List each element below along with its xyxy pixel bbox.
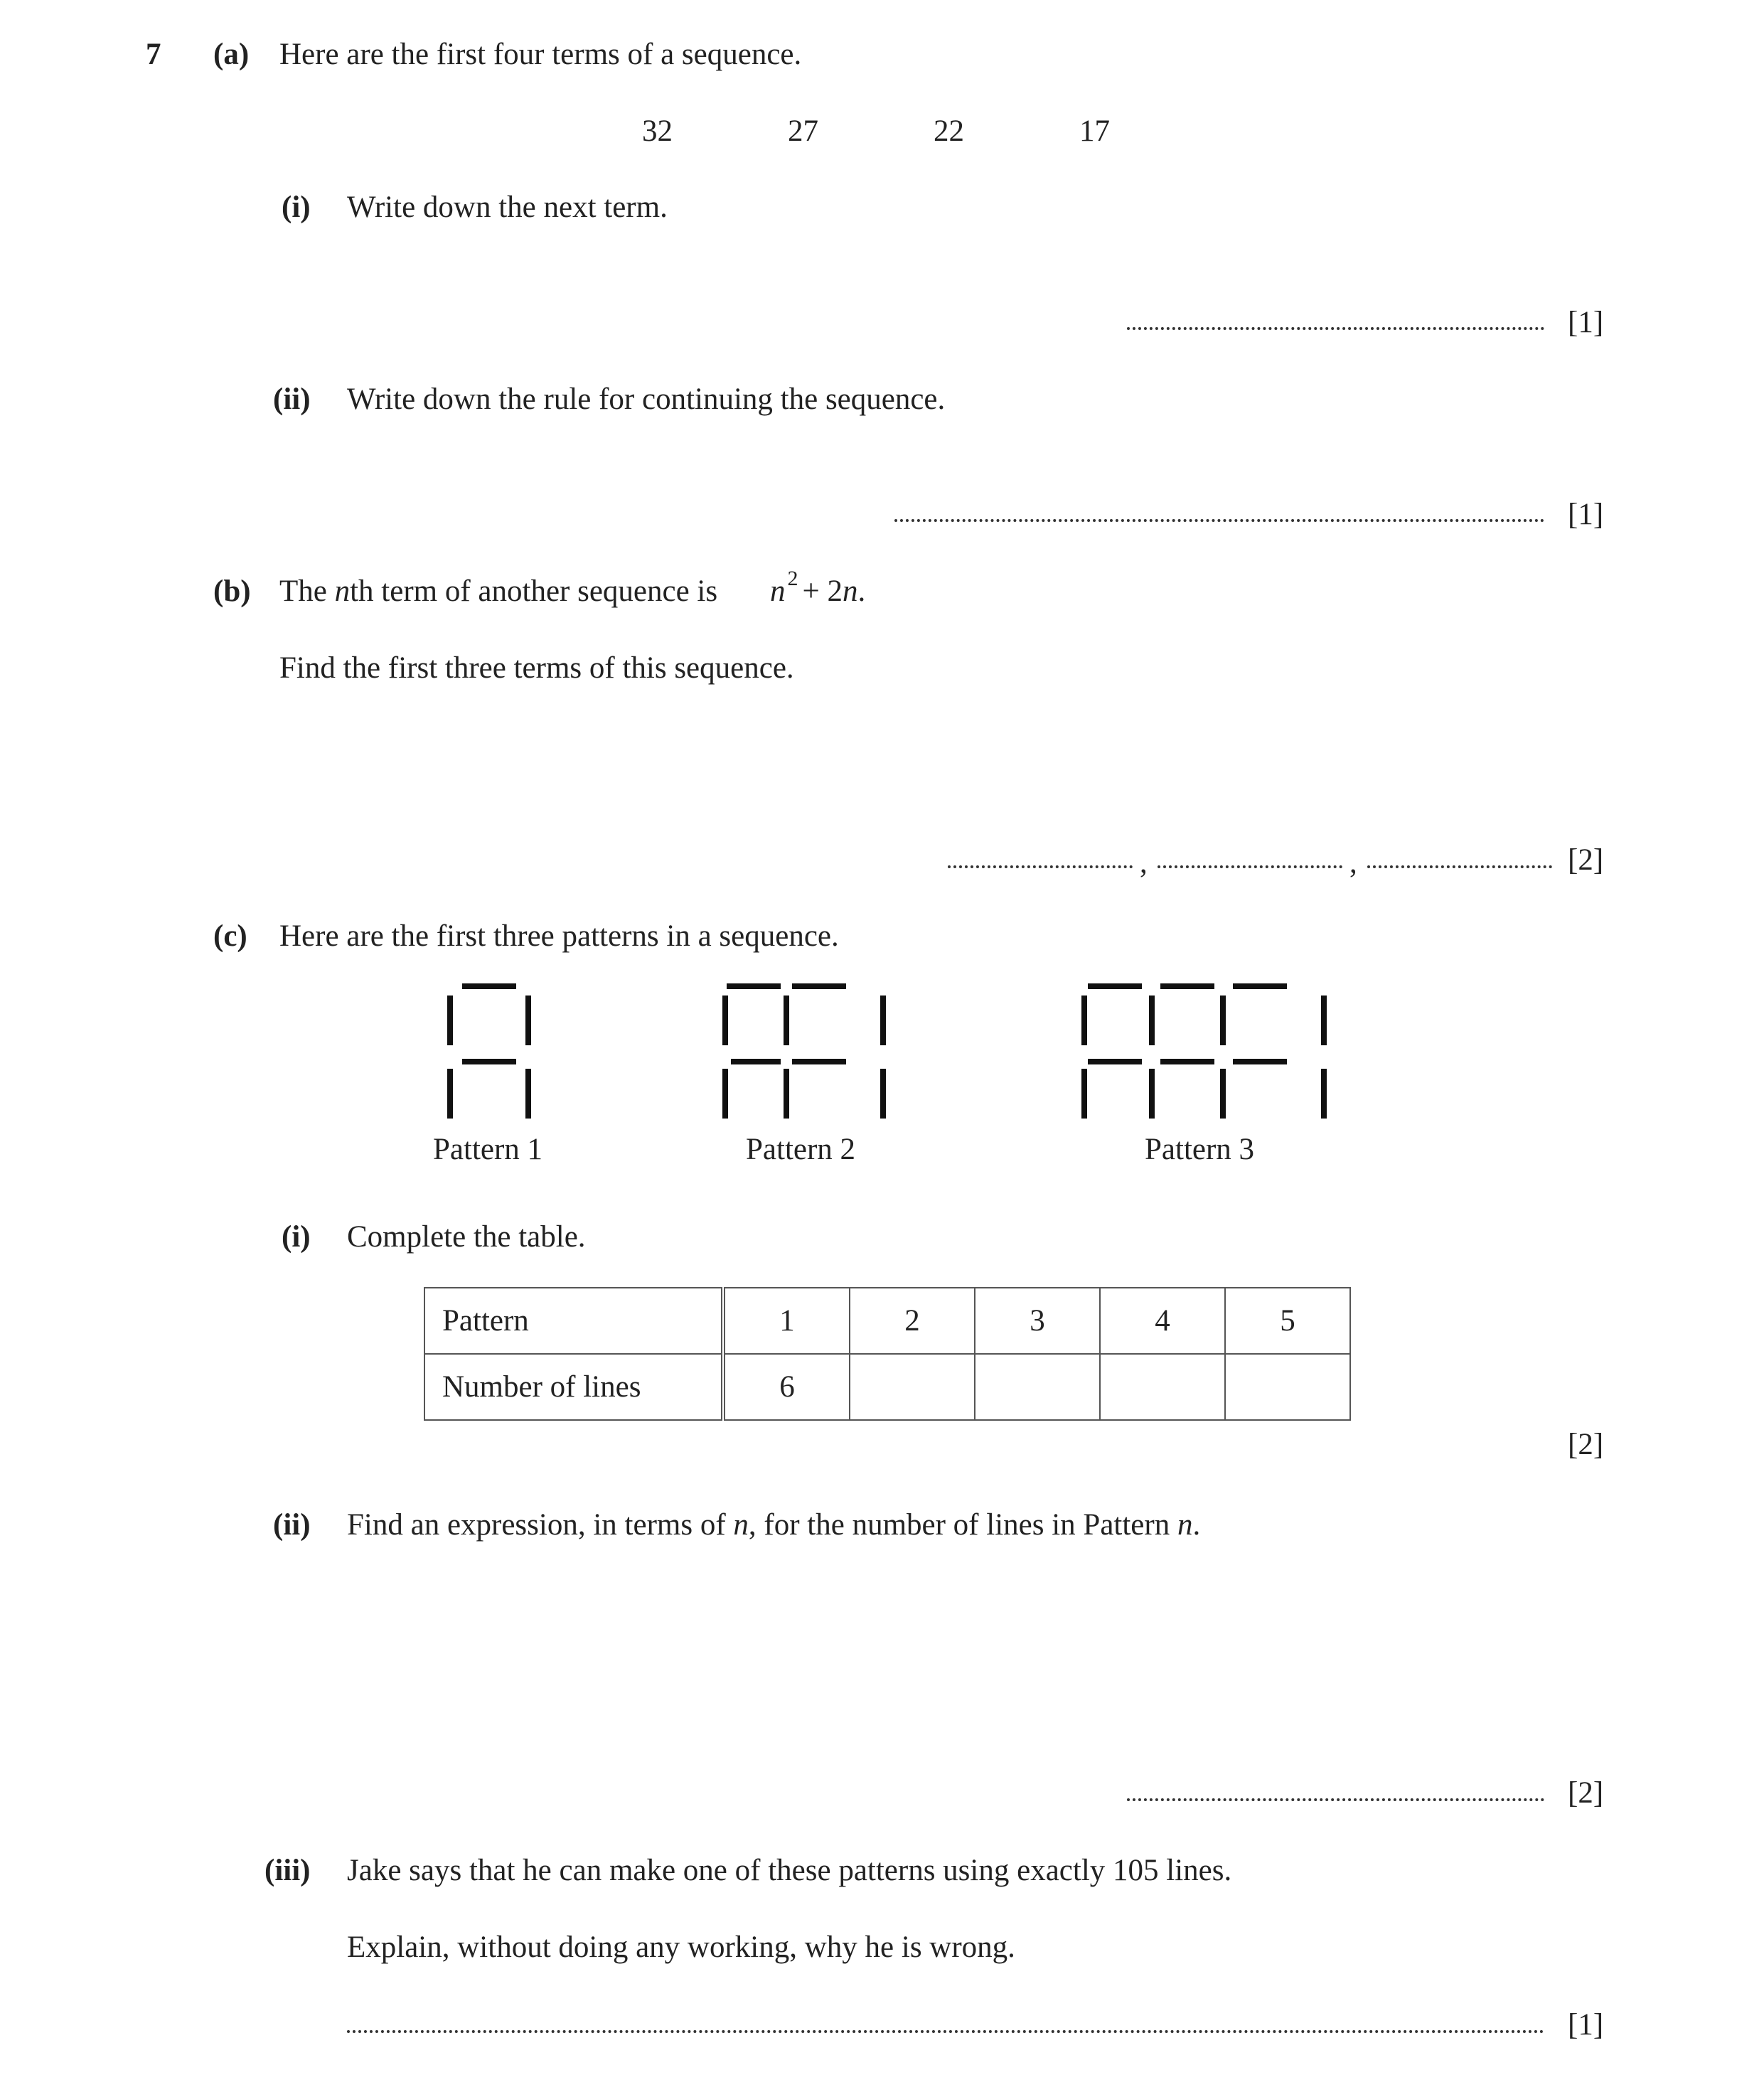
part-c-iii-text: Jake says that he can make one of these patterns using exactly 105 lines. — [347, 1854, 1232, 1887]
mark-b: [2] — [1568, 843, 1604, 877]
answer-line-b-1[interactable] — [948, 865, 1133, 868]
part-a-ii-text: Write down the rule for continuing the sequence. — [347, 383, 946, 416]
part-a-intro: Here are the first four terms of a sequence. — [279, 38, 802, 71]
table-cell: 5 — [1225, 1288, 1350, 1354]
table-answer-cell[interactable] — [1225, 1354, 1350, 1420]
pattern-2-shape — [725, 986, 883, 1119]
sequence-term: 27 — [788, 114, 818, 148]
mark-a-i: [1] — [1568, 306, 1604, 339]
pattern-1-caption: Pattern 1 — [433, 1133, 543, 1166]
part-c-intro: Here are the first three patterns in a sequence. — [279, 919, 839, 953]
sequence-term: 32 — [642, 114, 673, 148]
answer-line-c-ii[interactable] — [1127, 1798, 1544, 1801]
pattern-2-caption: Pattern 2 — [746, 1133, 856, 1166]
table-answer-cell[interactable] — [1100, 1354, 1225, 1420]
pattern-lines-table — [424, 1287, 1351, 1421]
part-c-iii-label: (iii) — [264, 1854, 311, 1887]
table-cell: 3 — [975, 1288, 1100, 1354]
part-a-i-text: Write down the next term. — [347, 191, 668, 224]
comma: , — [1349, 846, 1357, 880]
mark-c-ii: [2] — [1568, 1776, 1604, 1810]
table-row-header: Pattern — [424, 1288, 723, 1354]
mark-c-i: [2] — [1568, 1428, 1604, 1461]
part-c-iii-instruction: Explain, without doing any working, why he is wrong. — [347, 1931, 1015, 1964]
answer-line-b-2[interactable] — [1158, 865, 1342, 868]
pattern-3-caption: Pattern 3 — [1145, 1133, 1255, 1166]
answer-line-b-3[interactable] — [1367, 865, 1552, 868]
answer-line-c-iii[interactable] — [347, 2030, 1544, 2033]
nth-term-expression: n $^2$ + 2n. — [770, 567, 866, 608]
part-b-instruction: Find the first three terms of this sequence. — [279, 651, 794, 685]
part-c-i-label: (i) — [282, 1220, 311, 1254]
table-row — [424, 1354, 1350, 1420]
part-b-label: (b) — [213, 575, 251, 608]
sequence-term: 22 — [934, 114, 964, 148]
pattern-3-shape — [1084, 986, 1324, 1119]
sequence-term: 17 — [1079, 114, 1110, 148]
part-b-text: The nth term of another sequence is — [279, 575, 718, 608]
mark-a-ii: [1] — [1568, 498, 1604, 531]
table-cell: 6 — [723, 1354, 850, 1420]
patterns-diagram — [427, 974, 1351, 1131]
answer-line-a-ii[interactable] — [894, 519, 1544, 522]
table-cell: 4 — [1100, 1288, 1225, 1354]
comma: , — [1140, 846, 1148, 880]
part-a-ii-label: (ii) — [273, 383, 311, 416]
table-row — [424, 1288, 1350, 1354]
part-c-label: (c) — [213, 919, 247, 953]
mark-c-iii: [1] — [1568, 2008, 1604, 2041]
part-c-ii-text: Find an expression, in terms of n, for the number of lines in Pattern n. — [347, 1508, 1201, 1542]
table-cell: 2 — [850, 1288, 975, 1354]
part-a-i-label: (i) — [282, 191, 311, 224]
answer-line-a-i[interactable] — [1127, 327, 1544, 330]
part-c-ii-label: (ii) — [273, 1508, 311, 1542]
pattern-1-shape — [450, 986, 528, 1119]
table-row-header: Number of lines — [424, 1354, 723, 1420]
part-c-i-text: Complete the table. — [347, 1220, 586, 1254]
table-answer-cell[interactable] — [975, 1354, 1100, 1420]
table-answer-cell[interactable] — [850, 1354, 975, 1420]
table-cell: 1 — [723, 1288, 850, 1354]
question-number: 7 — [146, 38, 161, 71]
part-a-label: (a) — [213, 38, 250, 71]
